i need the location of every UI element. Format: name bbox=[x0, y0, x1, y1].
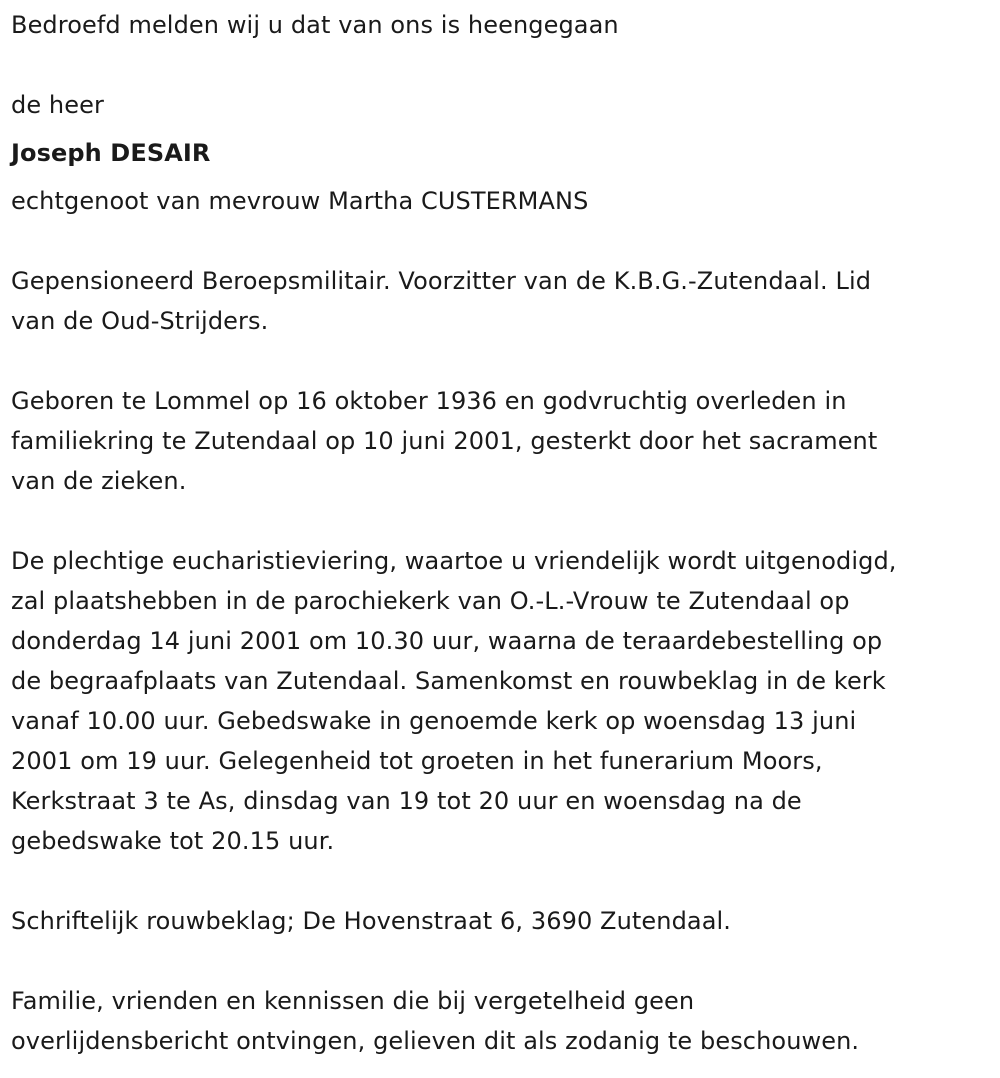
intro-text: Bedroefd melden wij u dat van ons is heengegaan bbox=[11, 11, 619, 39]
salutation-text: de heer bbox=[11, 91, 104, 119]
ceremony-line: gebedswake tot 20.15 uur. bbox=[11, 827, 335, 855]
ceremony-line: de begraafplaats van Zutendaal. Samenkomst en rouwbeklag in de kerk bbox=[11, 667, 886, 695]
spouse-text: echtgenoot van mevrouw Martha CUSTERMANS bbox=[11, 187, 589, 215]
birth-death-line: Geboren te Lommel op 16 oktober 1936 en godvruchtig overleden in bbox=[11, 387, 847, 415]
ceremony-line: donderdag 14 juni 2001 om 10.30 uur, waarna de teraardebestelling op bbox=[11, 627, 883, 655]
birth-death-line: van de zieken. bbox=[11, 467, 187, 495]
condolence-address: Schriftelijk rouwbeklag; De Hovenstraat 6, 3690 Zutendaal. bbox=[11, 907, 732, 935]
profession-line: Gepensioneerd Beroepsmilitair. Voorzitter van de K.B.G.-Zutendaal. Lid bbox=[11, 267, 872, 295]
ceremony-line: zal plaatshebben in de parochiekerk van O.-L.-Vrouw te Zutendaal op bbox=[11, 587, 850, 615]
deceased-name: Joseph DESAIR bbox=[11, 139, 211, 167]
ceremony-line: De plechtige eucharistieviering, waartoe u vriendelijk wordt uitgenodigd, bbox=[11, 547, 897, 575]
birth-death-line: familiekring te Zutendaal op 10 juni 2001, gesterkt door het sacrament bbox=[11, 427, 878, 455]
ceremony-line: vanaf 10.00 uur. Gebedswake in genoemde kerk op woensdag 13 juni bbox=[11, 707, 857, 735]
closing-line: Familie, vrienden en kennissen die bij vergetelheid geen bbox=[11, 987, 695, 1015]
closing-line: overlijdensbericht ontvingen, gelieven dit als zodanig te beschouwen. bbox=[11, 1027, 860, 1055]
ceremony-line: Kerkstraat 3 te As, dinsdag van 19 tot 20 uur en woensdag na de bbox=[11, 787, 802, 815]
ceremony-line: 2001 om 19 uur. Gelegenheid tot groeten in het funerarium Moors, bbox=[11, 747, 823, 775]
profession-line: van de Oud-Strijders. bbox=[11, 307, 269, 335]
